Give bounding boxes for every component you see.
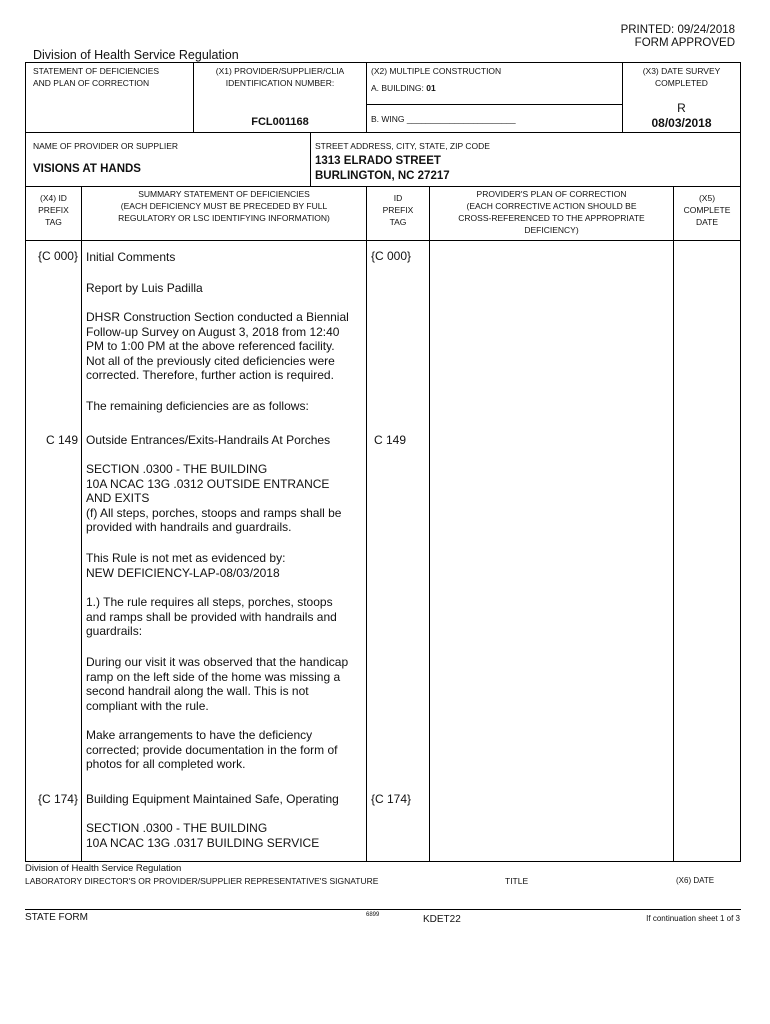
footer-division: Division of Health Service Regulation xyxy=(25,863,182,874)
report-text: Report by Luis Padilla xyxy=(86,281,203,295)
state-form-label: STATE FORM xyxy=(25,912,88,923)
intro-text: DHSR Construction Section conducted a Biennial Follow-up Survey on August 3, 2018 from 12:40 PM to 1:00 PM at the above referenced facility. Not all of the previously cited deficiencies were corrected. Therefore, further action is required. xyxy=(86,310,349,382)
x6-date-label: (X6) DATE xyxy=(676,876,715,885)
x2-label: (X2) MULTIPLE CONSTRUCTION xyxy=(371,66,502,76)
rule-text: 1.) The rule requires all steps, porches, stoops and ramps shall be provided with handrails and guardrails: xyxy=(86,595,337,638)
col-header-x5: (X5) COMPLETE DATE xyxy=(683,193,731,227)
divider-header-row xyxy=(25,132,741,133)
col-divider-2 xyxy=(366,186,367,861)
signature-label: LABORATORY DIRECTOR'S OR PROVIDER/SUPPLIER REPRESENTATIVE'S SIGNATURE xyxy=(25,876,379,886)
address-street: 1313 ELRADO STREET xyxy=(315,155,441,167)
entry-id-c174: {C 174} xyxy=(371,792,412,806)
x3-date: 08/03/2018 xyxy=(651,116,712,130)
visit-text: During our visit it was observed that the handicap ramp on the left side of the home was missing a second handrail along the wall. This is not compliant with the rule. xyxy=(86,655,349,713)
x3-code: R xyxy=(677,101,686,115)
remaining-text: The remaining deficiencies are as follows: xyxy=(86,399,309,413)
frame-left xyxy=(25,62,26,862)
footer-divider xyxy=(25,909,741,910)
col-header-id: ID PREFIX TAG xyxy=(382,193,414,227)
printed-date: PRINTED: 09/24/2018 xyxy=(620,24,735,36)
form-number: 6899 xyxy=(366,912,380,918)
col-header-x4: (X4) ID PREFIX TAG xyxy=(38,193,69,227)
frame-top xyxy=(25,62,741,63)
address-label: STREET ADDRESS, CITY, STATE, ZIP CODE xyxy=(315,141,490,151)
divider-columns-row xyxy=(25,240,741,241)
address-city: BURLINGTON, NC 27217 xyxy=(315,170,450,182)
provider-name-label: NAME OF PROVIDER OR SUPPLIER xyxy=(33,141,178,151)
entry-tag-c149: C 149 xyxy=(45,433,78,447)
form-code: KDET22 xyxy=(423,914,461,925)
entry-tag-c174: {C 174} xyxy=(37,792,78,806)
form-approved: FORM APPROVED xyxy=(634,37,735,49)
building-value: 01 xyxy=(426,83,436,93)
col-divider-1 xyxy=(81,186,82,861)
title-label: TITLE xyxy=(505,876,529,886)
arrange-text: Make arrangements to have the deficiency corrected; provide documentation in the form of photos for all completed work. xyxy=(86,728,338,771)
statement-label: STATEMENT OF DEFICIENCIES AND PLAN OF CORRECTION xyxy=(33,66,160,88)
entry-id-c000: {C 000} xyxy=(371,249,412,263)
wing-label: B. WING _______________________ xyxy=(371,114,516,124)
divider-provider-row xyxy=(25,186,741,187)
building-label: A. BUILDING: xyxy=(371,83,424,93)
provider-name: VISIONS AT HANDS xyxy=(33,163,141,175)
x1-label: (X1) PROVIDER/SUPPLIER/CLIA IDENTIFICATION NUMBER: xyxy=(215,66,345,88)
entry-id-c149: C 149 xyxy=(374,433,407,447)
not-met-text: This Rule is not met as evidenced by: NEW DEFICIENCY-LAP-08/03/2018 xyxy=(86,551,286,580)
entry-title-c149: Outside Entrances/Exits-Handrails At Porches xyxy=(86,433,331,447)
col-divider-4 xyxy=(673,186,674,861)
col-header-plan: PROVIDER'S PLAN OF CORRECTION (EACH CORRECTIVE ACTION SHOULD BE CROSS-REFERENCED TO THE APPROPRIATE DEFICIENCY) xyxy=(458,189,645,235)
frame-bottom xyxy=(25,861,741,862)
divider-provider-address xyxy=(310,132,311,186)
col-header-summary: SUMMARY STATEMENT OF DEFICIENCIES (EACH DEFICIENCY MUST BE PRECEDED BY FULL REGULATORY OR LSC IDENTIFYING INFORMATION) xyxy=(118,189,330,223)
divider-x2-left xyxy=(366,62,367,132)
entry-tag-c000: {C 000} xyxy=(37,249,78,263)
building-line xyxy=(371,82,436,94)
division-title: Division of Health Service Regulation xyxy=(33,48,239,62)
col-divider-3 xyxy=(429,186,430,861)
entry-title-c000: Initial Comments xyxy=(86,250,176,264)
x1-value: FCL001168 xyxy=(251,116,309,128)
entry-title-c174: Building Equipment Maintained Safe, Operating xyxy=(86,792,339,806)
continuation-label: If continuation sheet 1 of 3 xyxy=(646,914,740,923)
frame-right xyxy=(740,62,741,862)
section-0312-text: SECTION .0300 - THE BUILDING 10A NCAC 13G .0312 OUTSIDE ENTRANCE AND EXITS (f) All steps, porches, stoops and ramps shall be provided with handrails and guardrails. xyxy=(86,462,342,534)
section-0317-text: SECTION .0300 - THE BUILDING 10A NCAC 13G .0317 BUILDING SERVICE xyxy=(86,821,320,850)
x3-label: (X3) DATE SURVEY COMPLETED xyxy=(642,66,721,88)
divider-building xyxy=(366,104,622,105)
